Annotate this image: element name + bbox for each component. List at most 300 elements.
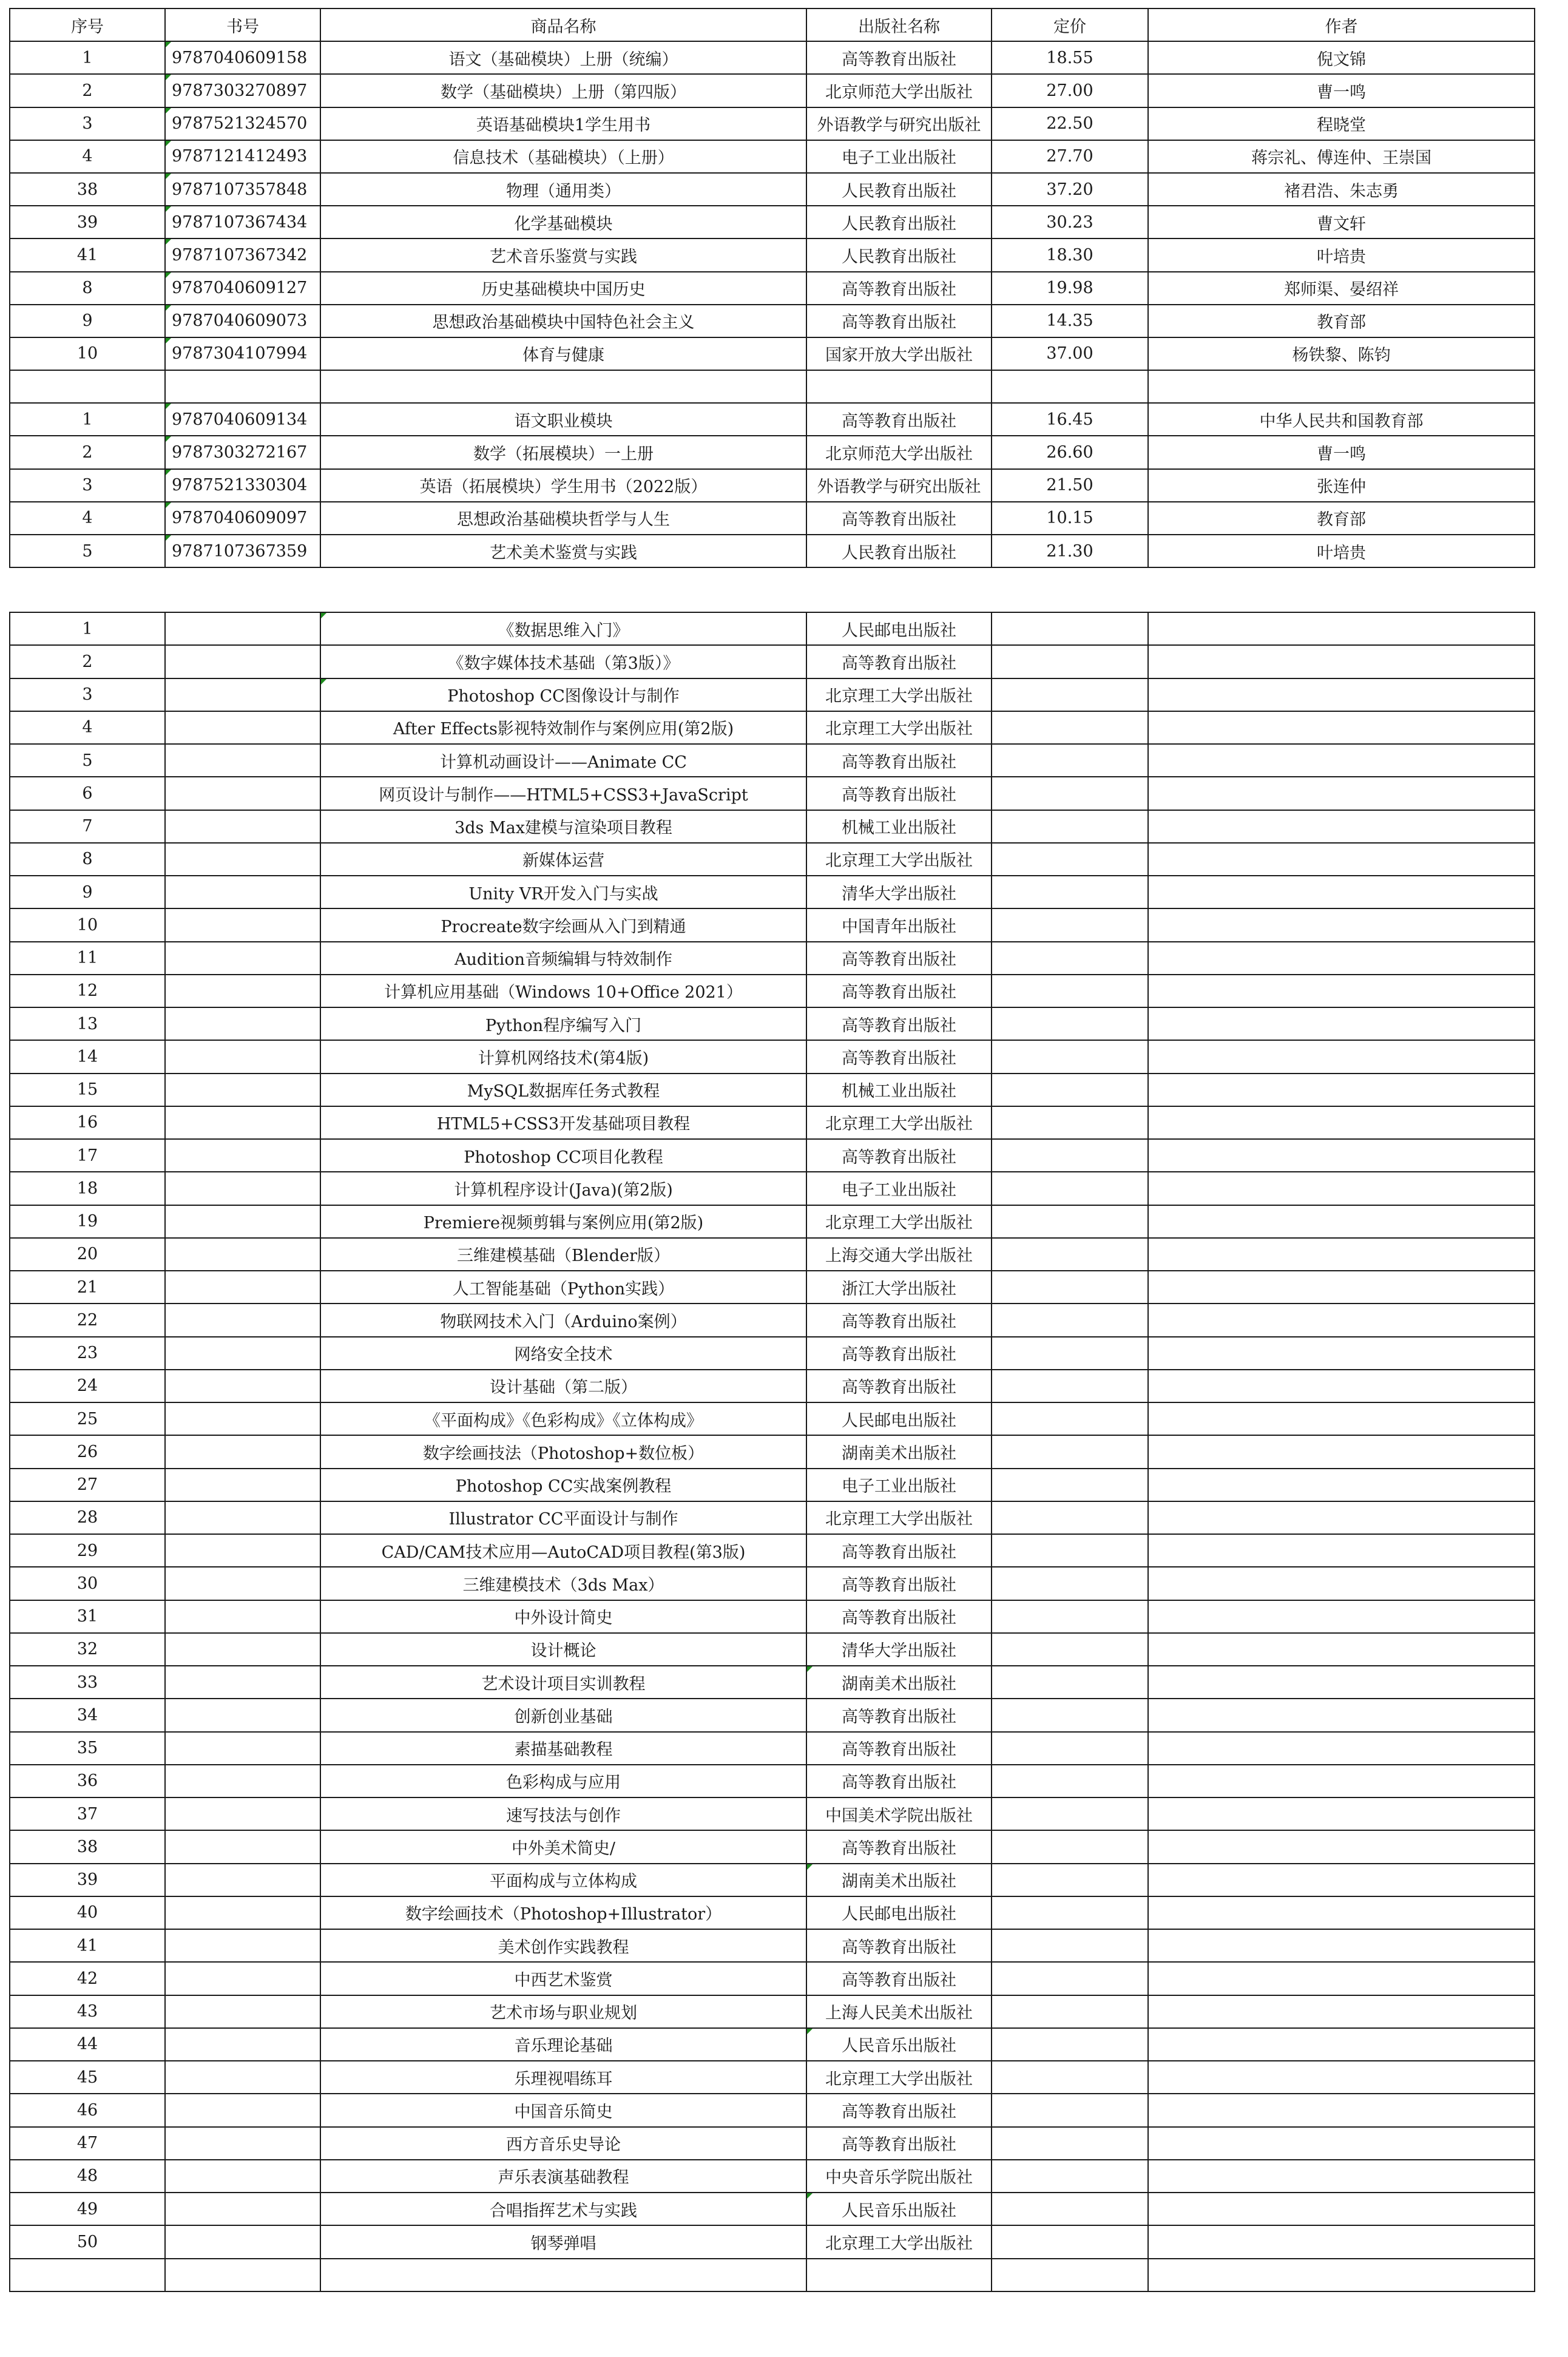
publisher-cell: 人民教育出版社 (806, 238, 992, 271)
table-row (10, 2094, 1535, 2126)
name-cell: 乐理视唱练耳 (320, 2061, 806, 2094)
name-cell: CAD/CAM技术应用—AutoCAD项目教程(第3版) (320, 1534, 806, 1567)
author-cell (1148, 2094, 1535, 2126)
price-cell (992, 1271, 1148, 1304)
isbn-cell (165, 1666, 320, 1699)
price-cell (992, 1205, 1148, 1238)
name-cell: 数字绘画技术（Photoshop+Illustrator） (320, 1896, 806, 1929)
publisher-cell: 电子工业出版社 (806, 1172, 992, 1205)
seq-cell: 38 (10, 1830, 165, 1863)
name-cell: Photoshop CC实战案例教程 (320, 1469, 806, 1501)
price-cell (992, 777, 1148, 810)
price-cell: 37.20 (992, 173, 1148, 206)
table-row (10, 1337, 1535, 1370)
author-cell (1148, 1271, 1535, 1304)
seq-cell: 37 (10, 1797, 165, 1830)
name-cell: 艺术美术鉴赏与实践 (320, 535, 806, 567)
table-row (10, 1469, 1535, 1501)
publisher-cell: 北京师范大学出版社 (806, 436, 992, 468)
seq-cell: 6 (10, 777, 165, 810)
price-cell (992, 810, 1148, 843)
isbn-cell (165, 1074, 320, 1106)
seq-cell: 5 (10, 744, 165, 777)
price-cell (992, 1106, 1148, 1139)
table-row (10, 1765, 1535, 1797)
table-row (10, 1534, 1535, 1567)
name-cell: 化学基础模块 (320, 206, 806, 238)
author-cell (1148, 1469, 1535, 1501)
publisher-cell: 中国青年出版社 (806, 908, 992, 941)
name-cell: 艺术音乐鉴赏与实践 (320, 238, 806, 271)
table-row (10, 908, 1535, 941)
publisher-cell: 国家开放大学出版社 (806, 337, 992, 370)
author-cell: 褚君浩、朱志勇 (1148, 173, 1535, 206)
publisher-cell: 人民教育出版社 (806, 535, 992, 567)
price-cell (992, 2061, 1148, 2094)
name-cell: Procreate数字绘画从入门到精通 (320, 908, 806, 941)
table-row (10, 1402, 1535, 1435)
author-cell (1148, 645, 1535, 678)
name-cell: 思想政治基础模块中国特色社会主义 (320, 305, 806, 337)
author-cell: 蒋宗礼、傅连仲、王崇国 (1148, 140, 1535, 173)
seq-cell: 33 (10, 1666, 165, 1699)
table-row (10, 2028, 1535, 2061)
author-cell (1148, 1304, 1535, 1336)
publisher-cell: 北京理工大学出版社 (806, 1106, 992, 1139)
seq-cell: 14 (10, 1040, 165, 1073)
author-cell (1148, 744, 1535, 777)
author-cell (1148, 777, 1535, 810)
seq-cell: 9 (10, 305, 165, 337)
publisher-cell: 清华大学出版社 (806, 876, 992, 908)
name-cell: 3ds Max建模与渲染项目教程 (320, 810, 806, 843)
name-cell: 计算机动画设计——Animate CC (320, 744, 806, 777)
price-cell: 27.00 (992, 74, 1148, 107)
table-row (10, 1304, 1535, 1336)
isbn-cell (165, 744, 320, 777)
publisher-cell: 湖南美术出版社 (806, 1666, 992, 1699)
isbn-cell: 9787521324570 (165, 107, 320, 140)
name-cell: 西方音乐史导论 (320, 2127, 806, 2160)
price-cell: 18.30 (992, 238, 1148, 271)
isbn-cell: 9787040609158 (165, 41, 320, 74)
isbn-cell (165, 1732, 320, 1765)
name-cell: 设计概论 (320, 1633, 806, 1666)
author-cell (1148, 1205, 1535, 1238)
isbn-cell (165, 1830, 320, 1863)
publisher-cell: 中央音乐学院出版社 (806, 2160, 992, 2193)
author-cell (1148, 1007, 1535, 1040)
isbn-cell: 9787521330304 (165, 469, 320, 502)
name-cell: 音乐理论基础 (320, 2028, 806, 2061)
isbn-cell (165, 711, 320, 744)
publisher-cell: 高等教育出版社 (806, 1304, 992, 1336)
seq-cell: 12 (10, 975, 165, 1007)
price-cell (992, 711, 1148, 744)
table-row (10, 1896, 1535, 1929)
isbn-cell (165, 1995, 320, 2028)
table-row (10, 469, 1535, 502)
isbn-cell (165, 1896, 320, 1929)
table-row (10, 1370, 1535, 1402)
table-row (10, 942, 1535, 975)
table-row (10, 41, 1535, 74)
seq-cell: 2 (10, 436, 165, 468)
isbn-cell (165, 876, 320, 908)
price-cell (992, 1797, 1148, 1830)
header-author: 作者 (1148, 8, 1535, 41)
author-cell (1148, 1238, 1535, 1271)
seq-cell: 3 (10, 678, 165, 711)
name-cell: Audition音频编辑与特效制作 (320, 942, 806, 975)
publisher-cell: 人民音乐出版社 (806, 2193, 992, 2225)
publisher-cell: 浙江大学出版社 (806, 1271, 992, 1304)
publisher-cell (806, 2259, 992, 2291)
author-cell: 曹一鸣 (1148, 74, 1535, 107)
seq-cell: 17 (10, 1139, 165, 1172)
isbn-cell (165, 1238, 320, 1271)
seq-cell: 30 (10, 1567, 165, 1600)
isbn-cell: 9787303272167 (165, 436, 320, 468)
seq-cell: 23 (10, 1337, 165, 1370)
price-cell: 16.45 (992, 403, 1148, 436)
author-cell (1148, 1896, 1535, 1929)
seq-cell: 1 (10, 612, 165, 645)
name-cell: 《数字媒体技术基础（第3版）》 (320, 645, 806, 678)
seq-cell: 5 (10, 535, 165, 567)
isbn-cell: 9787107367359 (165, 535, 320, 567)
publisher-cell: 北京理工大学出版社 (806, 843, 992, 876)
name-cell: 美术创作实践教程 (320, 1929, 806, 1962)
name-cell: 三维建模技术（3ds Max） (320, 1567, 806, 1600)
publisher-cell: 高等教育出版社 (806, 1732, 992, 1765)
table-row (10, 370, 1535, 403)
price-cell: 10.15 (992, 502, 1148, 535)
name-cell: 合唱指挥艺术与实践 (320, 2193, 806, 2225)
name-cell: 思想政治基础模块哲学与人生 (320, 502, 806, 535)
name-cell: 艺术设计项目实训教程 (320, 1666, 806, 1699)
author-cell (1148, 942, 1535, 975)
isbn-cell (165, 1106, 320, 1139)
seq-cell: 11 (10, 942, 165, 975)
name-cell: 历史基础模块中国历史 (320, 272, 806, 305)
table-row (10, 2160, 1535, 2193)
isbn-cell (165, 1370, 320, 1402)
price-cell (992, 744, 1148, 777)
isbn-cell (165, 2094, 320, 2126)
name-cell: 平面构成与立体构成 (320, 1864, 806, 1896)
table-row (10, 2127, 1535, 2160)
price-cell (992, 1337, 1148, 1370)
seq-cell: 3 (10, 469, 165, 502)
publisher-cell: 人民音乐出版社 (806, 2028, 992, 2061)
price-cell (992, 843, 1148, 876)
seq-cell: 7 (10, 810, 165, 843)
publisher-cell: 人民邮电出版社 (806, 612, 992, 645)
table-row (10, 1633, 1535, 1666)
isbn-cell (165, 1402, 320, 1435)
author-cell: 张连仲 (1148, 469, 1535, 502)
price-cell (992, 1600, 1148, 1633)
seq-cell: 32 (10, 1633, 165, 1666)
name-cell: Python程序编写入门 (320, 1007, 806, 1040)
author-cell (1148, 1172, 1535, 1205)
publisher-cell: 北京理工大学出版社 (806, 1205, 992, 1238)
price-cell: 37.00 (992, 337, 1148, 370)
table-row (10, 238, 1535, 271)
seq-cell: 48 (10, 2160, 165, 2193)
author-cell (1148, 1402, 1535, 1435)
seq-cell: 3 (10, 107, 165, 140)
publisher-cell: 外语教学与研究出版社 (806, 469, 992, 502)
publisher-cell: 北京理工大学出版社 (806, 678, 992, 711)
author-cell (1148, 1106, 1535, 1139)
isbn-cell (165, 843, 320, 876)
author-cell: 曹文轩 (1148, 206, 1535, 238)
publisher-cell: 高等教育出版社 (806, 1370, 992, 1402)
author-cell (1148, 370, 1535, 403)
name-cell: 英语（拓展模块）学生用书（2022版） (320, 469, 806, 502)
author-cell (1148, 2193, 1535, 2225)
name-cell: 计算机网络技术(第4版) (320, 1040, 806, 1073)
name-cell: 数字绘画技法（Photoshop+数位板） (320, 1435, 806, 1468)
publisher-cell: 北京师范大学出版社 (806, 74, 992, 107)
name-cell: MySQL数据库任务式教程 (320, 1074, 806, 1106)
seq-cell: 45 (10, 2061, 165, 2094)
table-row (10, 1732, 1535, 1765)
price-cell (992, 876, 1148, 908)
name-cell: 《数据思维入门》 (320, 612, 806, 645)
author-cell (1148, 1600, 1535, 1633)
table-row (10, 2259, 1535, 2291)
table-row (10, 107, 1535, 140)
seq-cell: 10 (10, 337, 165, 370)
publisher-cell: 北京理工大学出版社 (806, 711, 992, 744)
price-cell (992, 1435, 1148, 1468)
publisher-cell: 高等教育出版社 (806, 403, 992, 436)
name-cell: 物联网技术入门（Arduino案例） (320, 1304, 806, 1336)
header-isbn: 书号 (165, 8, 320, 41)
header-seq: 序号 (10, 8, 165, 41)
author-cell: 程晓堂 (1148, 107, 1535, 140)
publisher-cell: 高等教育出版社 (806, 975, 992, 1007)
publisher-cell: 湖南美术出版社 (806, 1864, 992, 1896)
publisher-cell: 清华大学出版社 (806, 1633, 992, 1666)
price-cell: 14.35 (992, 305, 1148, 337)
table-row (10, 1666, 1535, 1699)
isbn-cell (165, 1435, 320, 1468)
isbn-cell (165, 2061, 320, 2094)
seq-cell: 18 (10, 1172, 165, 1205)
seq-cell: 4 (10, 502, 165, 535)
isbn-cell (165, 1007, 320, 1040)
author-cell: 中华人民共和国教育部 (1148, 403, 1535, 436)
price-cell (992, 1765, 1148, 1797)
isbn-cell: 9787107367434 (165, 206, 320, 238)
name-cell: Photoshop CC图像设计与制作 (320, 678, 806, 711)
table-row (10, 1205, 1535, 1238)
price-cell: 19.98 (992, 272, 1148, 305)
seq-cell: 50 (10, 2225, 165, 2258)
price-cell (992, 942, 1148, 975)
isbn-cell (165, 1040, 320, 1073)
name-cell: 体育与健康 (320, 337, 806, 370)
seq-cell (10, 2259, 165, 2291)
isbn-cell (165, 2127, 320, 2160)
author-cell: 杨铁黎、陈钧 (1148, 337, 1535, 370)
publisher-cell: 北京理工大学出版社 (806, 2225, 992, 2258)
table-row (10, 140, 1535, 173)
name-cell: 语文（基础模块）上册（统编） (320, 41, 806, 74)
table-row (10, 612, 1535, 645)
author-cell (1148, 2259, 1535, 2291)
seq-cell: 27 (10, 1469, 165, 1501)
publisher-cell: 上海人民美术出版社 (806, 1995, 992, 2028)
isbn-cell (165, 1205, 320, 1238)
isbn-cell: 9787304107994 (165, 337, 320, 370)
seq-cell: 19 (10, 1205, 165, 1238)
name-cell: 信息技术（基础模块）（上册） (320, 140, 806, 173)
publisher-cell: 高等教育出版社 (806, 942, 992, 975)
isbn-cell (165, 1139, 320, 1172)
table-row (10, 206, 1535, 238)
table-row (10, 1139, 1535, 1172)
publisher-cell: 人民邮电出版社 (806, 1896, 992, 1929)
table-row (10, 1238, 1535, 1271)
seq-cell: 43 (10, 1995, 165, 2028)
publisher-cell: 高等教育出版社 (806, 1567, 992, 1600)
table-row (10, 975, 1535, 1007)
table-row (10, 2061, 1535, 2094)
seq-cell: 1 (10, 403, 165, 436)
isbn-cell (165, 1304, 320, 1336)
price-cell (992, 1501, 1148, 1534)
isbn-cell (165, 1172, 320, 1205)
price-cell (992, 975, 1148, 1007)
price-cell (992, 1929, 1148, 1962)
isbn-cell (165, 777, 320, 810)
publisher-cell: 高等教育出版社 (806, 502, 992, 535)
table-row (10, 1962, 1535, 1995)
seq-cell: 29 (10, 1534, 165, 1567)
name-cell: 中外设计简史 (320, 1600, 806, 1633)
table-row (10, 436, 1535, 468)
isbn-cell (165, 2193, 320, 2225)
name-cell: 艺术市场与职业规划 (320, 1995, 806, 2028)
header-price: 定价 (992, 8, 1148, 41)
publisher-cell: 机械工业出版社 (806, 1074, 992, 1106)
price-cell: 30.23 (992, 206, 1148, 238)
seq-cell: 39 (10, 206, 165, 238)
author-cell (1148, 612, 1535, 645)
author-cell (1148, 876, 1535, 908)
publisher-cell: 高等教育出版社 (806, 1139, 992, 1172)
price-cell (992, 1864, 1148, 1896)
isbn-cell (165, 1534, 320, 1567)
table-row (10, 1172, 1535, 1205)
publisher-cell: 高等教育出版社 (806, 744, 992, 777)
price-cell (992, 2225, 1148, 2258)
name-cell (320, 370, 806, 403)
publisher-cell: 高等教育出版社 (806, 272, 992, 305)
publisher-cell: 高等教育出版社 (806, 1040, 992, 1073)
isbn-cell (165, 1501, 320, 1534)
publisher-cell: 高等教育出版社 (806, 1007, 992, 1040)
publisher-cell: 电子工业出版社 (806, 1469, 992, 1501)
isbn-cell: 9787040609073 (165, 305, 320, 337)
author-cell (1148, 975, 1535, 1007)
price-cell (992, 645, 1148, 678)
publisher-cell: 外语教学与研究出版社 (806, 107, 992, 140)
isbn-cell (165, 1962, 320, 1995)
publisher-cell: 北京理工大学出版社 (806, 1501, 992, 1534)
seq-cell: 8 (10, 272, 165, 305)
isbn-cell (165, 1765, 320, 1797)
publisher-cell: 高等教育出版社 (806, 1534, 992, 1567)
seq-cell: 2 (10, 74, 165, 107)
isbn-cell (165, 678, 320, 711)
table-row (10, 645, 1535, 678)
author-cell: 教育部 (1148, 305, 1535, 337)
author-cell (1148, 1337, 1535, 1370)
isbn-cell (165, 1469, 320, 1501)
isbn-cell (165, 1600, 320, 1633)
publisher-cell: 高等教育出版社 (806, 2127, 992, 2160)
author-cell (1148, 1074, 1535, 1106)
seq-cell: 16 (10, 1106, 165, 1139)
name-cell: After Effects影视特效制作与案例应用(第2版) (320, 711, 806, 744)
seq-cell: 4 (10, 711, 165, 744)
textbook-table-2 (9, 612, 1535, 2292)
table-row (10, 2225, 1535, 2258)
name-cell: 物理（通用类） (320, 173, 806, 206)
seq-cell: 24 (10, 1370, 165, 1402)
table-row (10, 744, 1535, 777)
name-cell: 素描基础教程 (320, 1732, 806, 1765)
seq-cell: 31 (10, 1600, 165, 1633)
publisher-cell: 高等教育出版社 (806, 1765, 992, 1797)
author-cell: 郑师渠、晏绍祥 (1148, 272, 1535, 305)
table-row (10, 1699, 1535, 1731)
table-row (10, 1600, 1535, 1633)
price-cell (992, 1370, 1148, 1402)
author-cell (1148, 843, 1535, 876)
name-cell: 声乐表演基础教程 (320, 2160, 806, 2193)
author-cell (1148, 1929, 1535, 1962)
price-cell (992, 1172, 1148, 1205)
isbn-cell: 9787107357848 (165, 173, 320, 206)
seq-cell: 39 (10, 1864, 165, 1896)
publisher-cell: 机械工业出版社 (806, 810, 992, 843)
table-row (10, 1271, 1535, 1304)
publisher-cell: 高等教育出版社 (806, 2094, 992, 2126)
price-cell: 21.30 (992, 535, 1148, 567)
seq-cell: 28 (10, 1501, 165, 1534)
publisher-cell: 上海交通大学出版社 (806, 1238, 992, 1271)
publisher-cell: 高等教育出版社 (806, 1337, 992, 1370)
seq-cell (10, 370, 165, 403)
table-row (10, 1106, 1535, 1139)
table-row (10, 1501, 1535, 1534)
isbn-cell: 9787040609097 (165, 502, 320, 535)
name-cell: Unity VR开发入门与实战 (320, 876, 806, 908)
publisher-cell: 高等教育出版社 (806, 1600, 992, 1633)
name-cell: Photoshop CC项目化教程 (320, 1139, 806, 1172)
price-cell: 27.70 (992, 140, 1148, 173)
name-cell: 中西艺术鉴赏 (320, 1962, 806, 1995)
price-cell (992, 1699, 1148, 1731)
isbn-cell: 9787303270897 (165, 74, 320, 107)
